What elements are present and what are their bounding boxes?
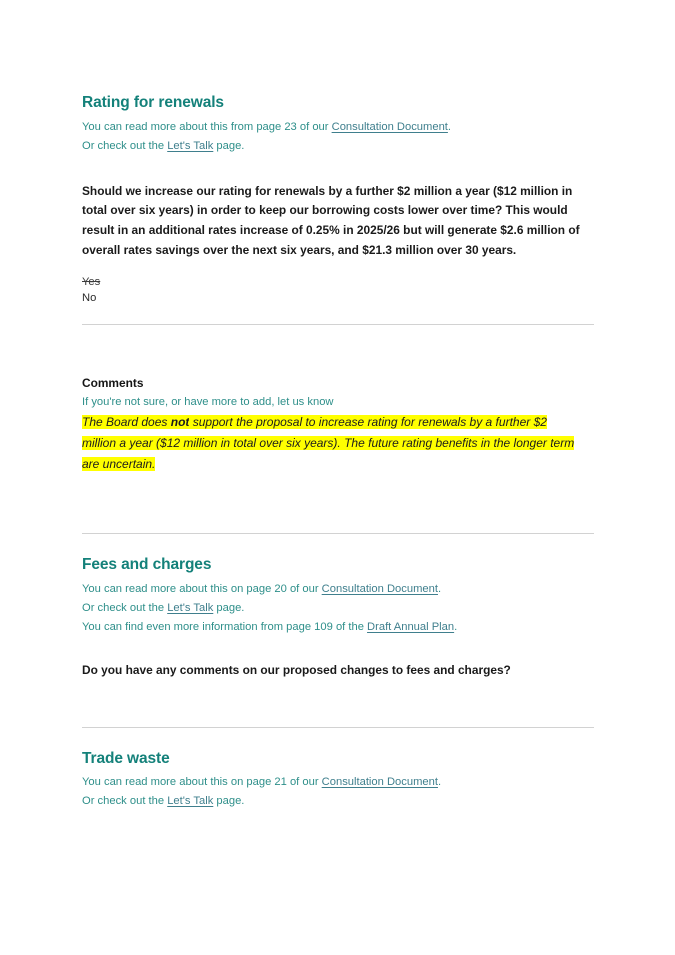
section-rating-for-renewals [82, 94, 594, 534]
meta-line-lets-talk [82, 792, 594, 811]
meta-text-after: page. [213, 795, 245, 808]
spacer [82, 637, 594, 661]
spacer [82, 306, 594, 324]
comments-block-rating-for-renewals [82, 375, 594, 475]
meta-line-lets-talk [82, 599, 594, 618]
meta-text-after: . [437, 583, 442, 595]
meta-line-lets-talk [82, 137, 594, 156]
comment-response-text[interactable] [82, 412, 582, 475]
meta-line-consultation-document [82, 580, 594, 599]
section-title-trade-waste: Trade waste [82, 749, 170, 767]
section-trade-waste [82, 728, 594, 812]
link-consultation-document[interactable]: Consultation Document [321, 776, 438, 789]
link-draft-annual-plan[interactable]: Draft Annual Plan [367, 621, 455, 633]
section-title-fees-and-charges: Fees and charges [82, 556, 212, 574]
comment-highlight-part-1: The Board does [82, 415, 171, 430]
link-consultation-document[interactable]: Consultation Document [321, 583, 438, 595]
question-text-fees-and-charges: Do you have any comments on our proposed changes to fees and charges? [82, 663, 511, 677]
link-lets-talk[interactable]: Let's Talk [167, 139, 214, 152]
spacer [82, 325, 594, 375]
document-content [82, 94, 594, 811]
spacer [82, 156, 594, 182]
spacer [82, 475, 594, 533]
meta-text-before: You can read more about this on page 21 of our [82, 776, 322, 789]
meta-text-before: Or check out the [82, 602, 168, 614]
section-title-rating-for-renewals: Rating for renewals [82, 94, 224, 111]
meta-line-consultation-document [82, 773, 594, 792]
question-text-rating-for-renewals: Should we increase our rating for renewals by a further $2 million a year ($12 million in total over six years) in order to keep our borrowing costs lower over time? This would result in an additional rates increase of 0.25% in 2025/26 but will generate $2.6 million of overall rates savings over the next six years, and $21.3 million over 30 years. [82, 183, 580, 257]
spacer [82, 681, 594, 727]
section-fees-and-charges [82, 534, 594, 727]
meta-text-before: You can read more about this on page 20 of our [82, 583, 322, 595]
meta-text-before: You can read more about this from page 23 of our [82, 120, 332, 133]
meta-text-after: page. [213, 139, 245, 152]
meta-text-after: page. [213, 602, 245, 614]
link-lets-talk[interactable]: Let's Talk [167, 602, 214, 614]
meta-text-after: . [437, 776, 442, 789]
comments-heading: Comments [82, 376, 144, 391]
meta-text-after: . [447, 120, 452, 133]
meta-line-draft-annual-plan [82, 618, 594, 637]
link-lets-talk[interactable]: Let's Talk [167, 795, 214, 808]
meta-text-before: Or check out the [82, 139, 168, 152]
link-consultation-document[interactable]: Consultation Document [331, 120, 448, 133]
meta-line-consultation-document [82, 118, 594, 137]
meta-text-after: . [454, 621, 458, 633]
option-no[interactable]: No [82, 292, 97, 305]
comments-hint-text: If you're not sure, or have more to add, let us know [82, 396, 334, 409]
comment-highlight-part-2: support the proposal to increase rating for renewals by a further $2 million a year ($12 million in total over six years). The future rating benefits in the longer term are uncertain. [82, 415, 575, 472]
spacer [82, 534, 594, 556]
option-yes[interactable]: Yes [82, 276, 101, 289]
meta-text-before: Or check out the [82, 795, 168, 808]
spacer [82, 728, 594, 750]
comment-highlight-bold-not: not [170, 415, 190, 430]
answer-options-rating-for-renewals [82, 274, 594, 306]
meta-text-before: You can find even more information from page 109 of the [82, 621, 368, 633]
